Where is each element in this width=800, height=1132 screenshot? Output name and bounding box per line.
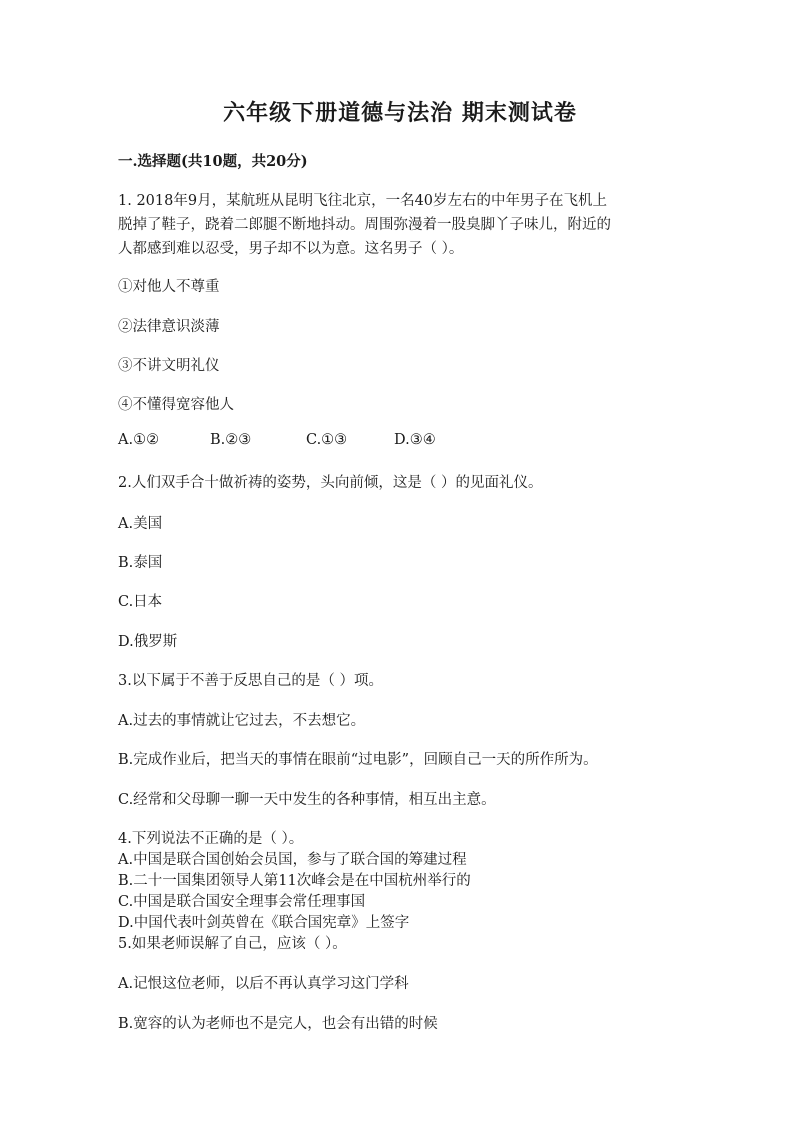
q1-statement-2: ②法律意识淡薄 [118, 319, 220, 335]
q1-statement-1: ①对他人不尊重 [118, 279, 220, 295]
q4-option-c[interactable]: C.中国是联合国安全理事会常任理事国 [118, 894, 366, 910]
q2-option-a[interactable]: A.美国 [118, 516, 163, 532]
q3-option-c[interactable]: C.经常和父母聊一聊一天中发生的各种事情，相互出主意。 [118, 792, 496, 808]
q3-option-a[interactable]: A.过去的事情就让它过去，不去想它。 [118, 713, 366, 729]
q5-option-a[interactable]: A.记恨这位老师，以后不再认真学习这门学科 [118, 976, 409, 992]
q1-option-c[interactable]: C.①③ [306, 432, 348, 448]
q1-option-a[interactable]: A.①② [118, 432, 160, 448]
q2-option-d[interactable]: D.俄罗斯 [118, 634, 178, 650]
page-title: 六年级下册道德与法治 期末测试卷 [223, 100, 577, 126]
q4-option-b[interactable]: B.二十一国集团领导人第11次峰会是在中国杭州举行的 [118, 873, 471, 889]
q4-stem: 4.下列说法不正确的是（ ）。 [118, 831, 304, 847]
q2-stem: 2.人们双手合十做祈祷的姿势，头向前倾，这是（ ）的见面礼仪。 [118, 475, 543, 491]
q1-stem-line-3: 人都感到难以忍受，男子却不以为意。这名男子（ ）。 [118, 241, 464, 257]
q3-option-b[interactable]: B.完成作业后，把当天的事情在眼前“过电影”，回顾自己一天的所作所为。 [118, 752, 598, 768]
q1-stem-line-1: 1. 2018年9月，某航班从昆明飞往北京，一名40岁左右的中年男子在飞机上 [118, 193, 608, 209]
q1-option-b[interactable]: B.②③ [210, 432, 252, 448]
q5-option-b[interactable]: B.宽容的认为老师也不是完人，也会有出错的时候 [118, 1016, 438, 1032]
q1-stem-line-2: 脱掉了鞋子，跷着二郎腿不断地抖动。周围弥漫着一股臭脚丫子味儿，附近的 [118, 217, 611, 233]
q4-option-d[interactable]: D.中国代表叶剑英曾在《联合国宪章》上签字 [118, 915, 410, 931]
q5-stem: 5.如果老师误解了自己，应该（ ）。 [118, 936, 347, 952]
q2-option-c[interactable]: C.日本 [118, 594, 163, 610]
section-heading: 一.选择题(共10题，共20分) [118, 153, 308, 170]
q2-option-b[interactable]: B.泰国 [118, 555, 163, 571]
q1-option-d[interactable]: D.③④ [394, 432, 436, 448]
q1-statement-3: ③不讲文明礼仪 [118, 358, 220, 374]
q1-statement-4: ④不懂得宽容他人 [118, 397, 234, 413]
q4-option-a[interactable]: A.中国是联合国创始会员国，参与了联合国的筹建过程 [118, 852, 467, 868]
q3-stem: 3.以下属于不善于反思自己的是（ ）项。 [118, 673, 383, 689]
